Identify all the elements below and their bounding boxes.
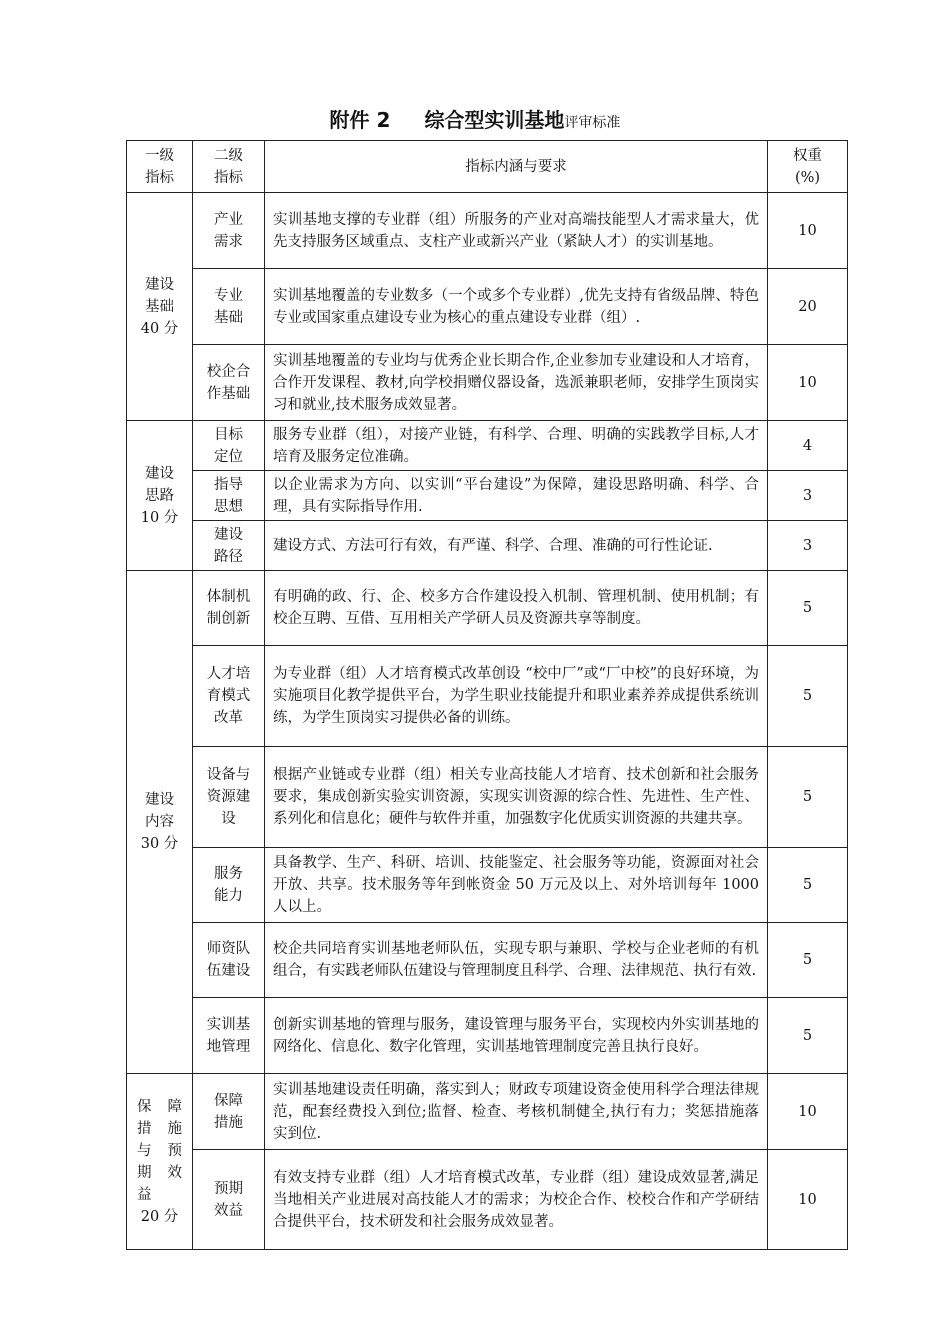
requirement-text: 为专业群（组）人才培育模式改革创设 “校中厂”或“厂中校”的良好环境，为实施项目化教学提供平台，为学生职业技能提升和职业素养养成提供系统训练，为学生顶岗实习提供必备的训练。 bbox=[265, 646, 768, 747]
level2-label-line: 资源建 bbox=[206, 789, 251, 805]
level1-label-line: 保 障 bbox=[137, 1098, 182, 1115]
level1-label-line: 益 bbox=[137, 1186, 152, 1203]
level2-label-line: 需求 bbox=[214, 233, 243, 250]
level2-indicator bbox=[193, 345, 265, 421]
weight-value: 3 bbox=[768, 471, 848, 521]
weight-value: 10 bbox=[768, 1074, 848, 1150]
criteria-table bbox=[126, 140, 848, 1250]
level2-label-line: 制创新 bbox=[206, 611, 251, 627]
weight-value: 5 bbox=[768, 998, 848, 1074]
table-row bbox=[127, 193, 848, 269]
requirement-text: 有效支持专业群（组）人才培育模式改革，专业群（组）建设成效显著,满足当地相关产业进展对高技能人才的需求；为校企合作、校校合作和产学研结合提供平台，技术研发和社会服务成效显著。 bbox=[265, 1150, 768, 1250]
level1-label-line: 内容 bbox=[145, 814, 174, 830]
level2-label-line: 预期 bbox=[214, 1180, 243, 1197]
level2-label-line: 设备与 bbox=[206, 767, 251, 783]
requirement-text: 具备教学、生产、科研、培训、技能鉴定、社会服务等功能，资源面对社会开放、共享。技术服务等年到帐资金 50 万元及以上、对外培训每年 1000 人以上。 bbox=[265, 848, 768, 923]
header-weight bbox=[768, 141, 848, 193]
requirement-text: 创新实训基地的管理与服务，建设管理与服务平台，实现校内外实训基地的网络化、信息化、数字化管理，实训基地管理制度完善且执行良好。 bbox=[265, 998, 768, 1074]
requirement-text: 有明确的政、行、企、校多方合作建设投入机制、管理机制、使用机制；有校企互聘、互借、互用相关产学研人员及资源共享等制度。 bbox=[265, 571, 768, 646]
header-level1 bbox=[127, 141, 193, 193]
level2-label-line: 师资队 bbox=[206, 941, 251, 957]
level2-label-line: 校企合 bbox=[206, 363, 251, 380]
level1-label-line: 期 效 bbox=[137, 1164, 182, 1181]
level2-label-line: 路径 bbox=[214, 548, 243, 565]
level2-indicator bbox=[193, 269, 265, 345]
title-main-2: 综合型实训基地 bbox=[424, 108, 565, 132]
weight-value: 3 bbox=[768, 521, 848, 571]
level2-label-line: 措施 bbox=[214, 1114, 243, 1131]
weight-value: 5 bbox=[768, 646, 848, 747]
table-row bbox=[127, 571, 848, 646]
level1-indicator bbox=[127, 421, 193, 571]
level1-label-line: 20 分 bbox=[140, 1208, 179, 1225]
weight-value: 10 bbox=[768, 1150, 848, 1250]
level2-indicator bbox=[193, 193, 265, 269]
requirement-text: 实训基地支撑的专业群（组）所服务的产业对高端技能型人才需求量大，优先支持服务区域重点、支柱产业或新兴产业（紧缺人才）的实训基地。 bbox=[265, 193, 768, 269]
level1-label-line: 建设 bbox=[145, 465, 174, 482]
level1-label-line: 与 预 bbox=[137, 1142, 182, 1159]
level2-indicator bbox=[193, 471, 265, 521]
level2-label-line: 服务 bbox=[214, 866, 243, 882]
header-content: 指标内涵与要求 bbox=[265, 141, 768, 193]
weight-value: 4 bbox=[768, 421, 848, 471]
level2-label-line: 地管理 bbox=[206, 1038, 251, 1055]
title-main: 附件 2 bbox=[329, 108, 391, 132]
level2-label-line: 能力 bbox=[214, 888, 243, 904]
level2-label-line: 伍建设 bbox=[206, 963, 251, 979]
weight-value: 20 bbox=[768, 269, 848, 345]
level2-label-line: 效益 bbox=[214, 1202, 243, 1219]
header-level1-line: 指标 bbox=[145, 169, 174, 186]
level2-label-line: 专业 bbox=[214, 287, 243, 304]
header-weight-line: 权重 bbox=[793, 147, 822, 164]
requirement-text: 根据产业链或专业群（组）相关专业高技能人才培育、技术创新和社会服务要求，集成创新实验实训资源，实现实训资源的综合性、先进性、生产性、系列化和信息化；硬件与软件并重，加强数字化优质实训资源的共建共享。 bbox=[265, 747, 768, 848]
level1-label-line: 建设 bbox=[145, 276, 174, 293]
level1-label-line: 10 分 bbox=[140, 509, 179, 526]
level2-label-line: 设 bbox=[221, 811, 236, 827]
level2-label-line: 改革 bbox=[214, 710, 243, 726]
table-row bbox=[127, 1074, 848, 1150]
level2-label-line: 定位 bbox=[214, 448, 243, 465]
level1-indicator bbox=[127, 571, 193, 1074]
level2-label-line: 育模式 bbox=[206, 688, 251, 704]
header-level2-line: 二级 bbox=[214, 147, 243, 164]
table-row bbox=[127, 848, 848, 923]
weight-value: 5 bbox=[768, 923, 848, 998]
requirement-text: 校企共同培育实训基地老师队伍，实现专职与兼职、学校与企业老师的有机组合，有实践老师队伍建设与管理制度且科学、合理、法律规范、执行有效. bbox=[265, 923, 768, 998]
level2-indicator bbox=[193, 998, 265, 1074]
level2-label-line: 作基础 bbox=[206, 385, 251, 402]
requirement-text: 实训基地覆盖的专业数多（一个或多个专业群）,优先支持有省级品牌、特色专业或国家重点建设专业为核心的重点建设专业群（组）. bbox=[265, 269, 768, 345]
requirement-text: 实训基地覆盖的专业均与优秀企业长期合作,企业参加专业建设和人才培育，合作开发课程、教材,向学校捐赠仪器设备，选派兼职老师，安排学生顶岗实习和就业,技术服务成效显著。 bbox=[265, 345, 768, 421]
level2-indicator bbox=[193, 421, 265, 471]
header-row bbox=[127, 141, 848, 193]
weight-value: 10 bbox=[768, 193, 848, 269]
weight-value: 10 bbox=[768, 345, 848, 421]
level1-label-line: 基础 bbox=[145, 298, 174, 315]
weight-value: 5 bbox=[768, 571, 848, 646]
table-row bbox=[127, 747, 848, 848]
level1-label-line: 40 分 bbox=[140, 320, 179, 337]
level1-label-line: 措 施 bbox=[137, 1120, 182, 1137]
header-level1-line: 一级 bbox=[145, 147, 174, 164]
header-level2 bbox=[193, 141, 265, 193]
level1-indicator bbox=[127, 193, 193, 421]
level2-label-line: 保障 bbox=[214, 1092, 243, 1109]
level2-indicator bbox=[193, 848, 265, 923]
level1-label-line: 建设 bbox=[145, 792, 174, 808]
requirement-text: 以企业需求为方向、以实训“平台建设”为保障，建设思路明确、科学、合理，具有实际指导作用. bbox=[265, 471, 768, 521]
header-level2-line: 指标 bbox=[214, 169, 243, 186]
document-title bbox=[0, 104, 950, 133]
header-weight-line: (%) bbox=[794, 169, 821, 186]
weight-value: 5 bbox=[768, 848, 848, 923]
level2-label-line: 思想 bbox=[214, 498, 243, 515]
level2-indicator bbox=[193, 747, 265, 848]
table-row bbox=[127, 923, 848, 998]
level1-label-line: 思路 bbox=[145, 487, 174, 504]
level2-label-line: 人才培 bbox=[206, 666, 251, 682]
table-row bbox=[127, 998, 848, 1074]
level2-label-line: 产业 bbox=[214, 211, 243, 228]
level2-label-line: 建设 bbox=[214, 526, 243, 543]
table-row bbox=[127, 345, 848, 421]
level2-indicator bbox=[193, 923, 265, 998]
level2-label-line: 实训基 bbox=[206, 1016, 251, 1033]
table-row bbox=[127, 269, 848, 345]
level1-label-line: 30 分 bbox=[140, 836, 179, 852]
level2-label-line: 体制机 bbox=[206, 589, 251, 605]
table-row bbox=[127, 421, 848, 471]
weight-value: 5 bbox=[768, 747, 848, 848]
requirement-text: 建设方式、方法可行有效，有严谨、科学、合理、准确的可行性论证. bbox=[265, 521, 768, 571]
level2-indicator bbox=[193, 1074, 265, 1150]
table-row bbox=[127, 646, 848, 747]
table-row bbox=[127, 471, 848, 521]
requirement-text: 服务专业群（组），对接产业链，有科学、合理、明确的实践教学目标,人才培育及服务定位准确。 bbox=[265, 421, 768, 471]
level2-indicator bbox=[193, 521, 265, 571]
level2-indicator bbox=[193, 1150, 265, 1250]
requirement-text: 实训基地建设责任明确，落实到人；财政专项建设资金使用科学合理法律规范，配套经费投入到位;监督、检查、考核机制健全,执行有力；奖惩措施落实到位. bbox=[265, 1074, 768, 1150]
level2-indicator bbox=[193, 571, 265, 646]
level2-label-line: 目标 bbox=[214, 426, 243, 443]
level2-indicator bbox=[193, 646, 265, 747]
title-sub: 评审标准 bbox=[564, 115, 621, 131]
criteria-body bbox=[127, 193, 848, 1250]
level2-label-line: 基础 bbox=[214, 309, 243, 326]
level2-label-line: 指导 bbox=[214, 476, 243, 493]
table-row bbox=[127, 1150, 848, 1250]
level1-indicator bbox=[127, 1074, 193, 1250]
table-row bbox=[127, 521, 848, 571]
